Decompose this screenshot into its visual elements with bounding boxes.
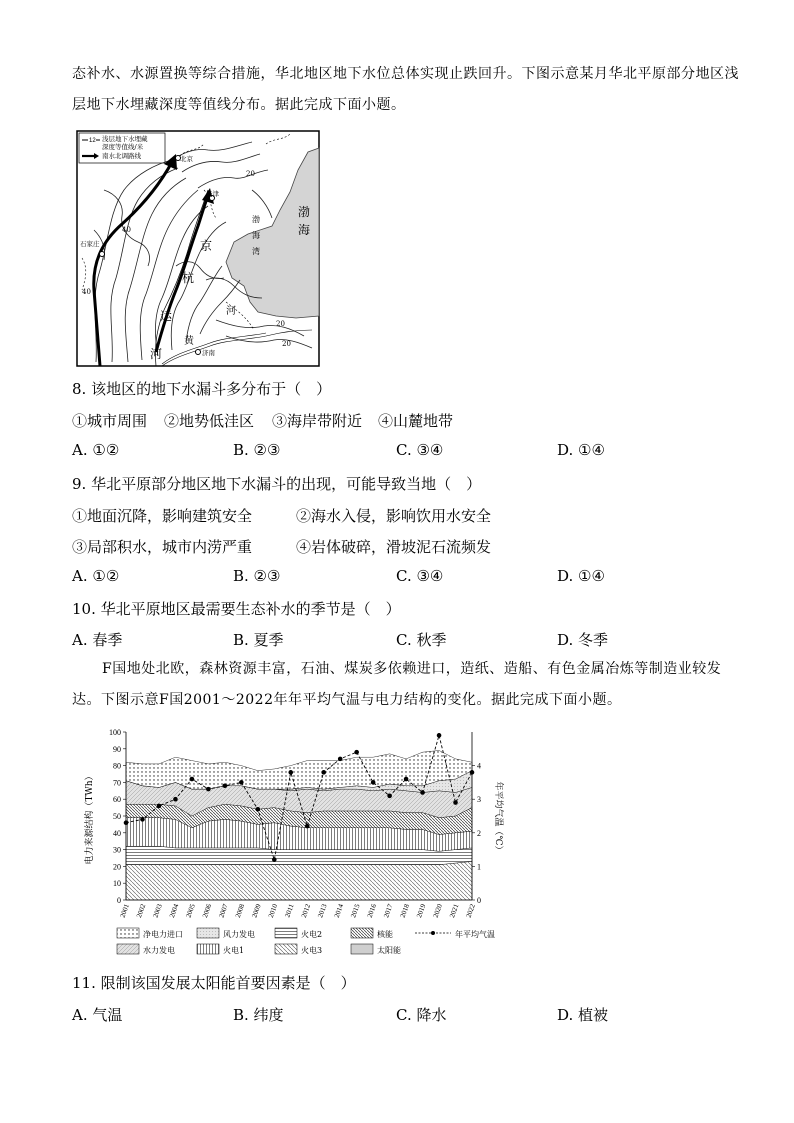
label-bay-1: 渤	[252, 215, 260, 224]
x-tick-label: 2017	[382, 902, 395, 919]
label-sea-1: 渤	[298, 205, 311, 219]
q8-option-c[interactable]: C. ③④	[396, 441, 444, 459]
temperature-point	[437, 733, 442, 738]
y-tick-label: 50	[113, 812, 121, 821]
groundwater-map	[76, 130, 320, 367]
y-tick-label: 60	[113, 795, 121, 805]
q9-option-b[interactable]: B. ②③	[233, 567, 281, 585]
q8-item: ①城市周围	[72, 412, 148, 430]
legend-item	[415, 929, 495, 939]
legend-label: 净电力进口	[143, 930, 183, 939]
label-canal-1: 京	[200, 239, 213, 253]
q11-option-a[interactable]: A. 气温	[72, 1006, 123, 1024]
intro-line: F国地处北欧，森林资源丰富，石油、煤炭多依赖进口，造纸、造船、有色金属冶炼等制造业较发	[102, 661, 722, 677]
q8-item: ③海岸带附近	[272, 412, 363, 430]
y2-axis-label: 年平均气温（℃）	[493, 781, 503, 855]
x-tick-label: 2005	[184, 902, 197, 919]
legend-item	[197, 944, 244, 955]
temperature-point	[206, 787, 211, 792]
intro-line: 达。下图示意F国2001～2022年年平均气温与电力结构的变化。据此完成下面小题。	[72, 692, 622, 708]
label-canal-3: 运	[160, 309, 173, 323]
intro-paragraph-1	[72, 59, 739, 121]
q11-option-d[interactable]: D. 植被	[557, 1006, 609, 1024]
q9-option-a[interactable]: A. ①②	[72, 567, 120, 585]
temperature-point	[157, 804, 162, 809]
question-10-stem: 10. 华北平原地区最需要生态补水的季节是（ ）	[72, 600, 401, 618]
chart-legend	[115, 924, 515, 958]
legend-item	[351, 944, 401, 955]
q8-item: ②地势低洼区	[164, 412, 255, 430]
x-tick-label: 2021	[448, 902, 461, 919]
x-tick-label: 2015	[349, 902, 362, 919]
temperature-point	[470, 770, 475, 775]
label-bay-2: 海	[252, 231, 260, 240]
label-river-2: 河	[226, 306, 236, 317]
x-tick-label: 2001	[118, 902, 131, 919]
q9-item: ④岩体破碎，滑坡泥石流频发	[296, 538, 492, 556]
x-tick-label: 2022	[464, 902, 477, 919]
q11-option-c[interactable]: C. 降水	[396, 1006, 447, 1024]
legend-label: 水力发电	[143, 946, 175, 955]
legend-item	[351, 928, 393, 939]
label-sea-2: 海	[298, 223, 311, 237]
y-tick-label: 20	[113, 862, 121, 872]
contour-label: 40	[82, 288, 91, 296]
x-tick-label: 2004	[168, 902, 181, 919]
label-shijiazhuang: 石家庄	[80, 240, 100, 248]
legend-label: 核能	[377, 930, 393, 939]
x-tick-label: 2006	[200, 902, 214, 919]
label-canal-2: 杭	[182, 271, 195, 285]
temperature-point	[173, 797, 178, 802]
q9-option-d[interactable]: D. ①④	[557, 567, 605, 585]
y-tick-label: 100	[109, 728, 121, 737]
temperature-point	[305, 824, 310, 829]
x-tick-label: 2014	[332, 902, 346, 919]
label-bay-3: 湾	[252, 247, 260, 256]
label-river-1: 黄	[184, 336, 194, 347]
temperature-point	[124, 820, 129, 825]
temperature-point	[272, 857, 277, 862]
contour-label: 20	[276, 320, 285, 328]
x-tick-label: 2008	[233, 902, 247, 919]
x-tick-label: 2012	[299, 902, 313, 919]
y-tick-label: 0	[117, 896, 121, 905]
q8-option-b[interactable]: B. ②③	[233, 441, 281, 459]
label-beijing: 北京	[180, 155, 193, 163]
legend-label: 火电3	[301, 946, 323, 955]
y-tick-label: 10	[113, 879, 121, 889]
temperature-point	[420, 790, 425, 795]
temperature-point	[288, 770, 293, 775]
label-tianjin: 天津	[206, 190, 219, 198]
x-tick-label: 2007	[217, 902, 230, 919]
area-series-vlines-dense	[126, 861, 472, 900]
y2-tick-label: 2	[477, 828, 481, 838]
temperature-point	[354, 750, 359, 755]
q10-option-a[interactable]: A. 春季	[72, 631, 123, 649]
legend-item	[197, 928, 255, 939]
x-tick-label: 2011	[283, 902, 296, 919]
question-9-stem: 9. 华北平原部分地区地下水漏斗的出现，可能导致当地（ ）	[72, 475, 482, 493]
temperature-point	[140, 817, 145, 822]
temperature-point	[223, 783, 228, 788]
x-tick-label: 2002	[135, 902, 148, 919]
q9-item: ①地面沉降，影响建筑安全	[72, 507, 253, 525]
x-tick-label: 2010	[266, 902, 280, 919]
legend-mark: 12	[89, 138, 96, 144]
temperature-point	[387, 794, 392, 799]
intro-line: 态补水、水源置换等综合措施，华北地区地下水位总体实现止跌回升。下图示意某月华北平原部分地区浅	[72, 66, 739, 82]
x-tick-label: 2009	[250, 902, 263, 919]
q8-option-a[interactable]: A. ①②	[72, 441, 120, 459]
question-8-stem: 8. 该地区的地下水漏斗多分布于（ ）	[72, 380, 332, 398]
y-tick-label: 40	[113, 828, 121, 838]
temperature-point	[371, 780, 376, 785]
legend-label: 火电1	[223, 946, 245, 955]
legend-contour-label: 浅层地下水埋藏	[102, 135, 148, 143]
x-tick-label: 2018	[398, 902, 411, 919]
q10-option-b[interactable]: B. 夏季	[233, 631, 284, 649]
contour-label: 20	[282, 340, 291, 348]
q8-option-d[interactable]: D. ①④	[557, 441, 605, 459]
label-canal-4: 河	[150, 347, 163, 361]
x-tick-label: 2019	[415, 902, 428, 919]
temperature-point	[239, 780, 244, 785]
legend-route-label: 南水北调路线	[102, 152, 141, 160]
q11-option-b[interactable]: B. 纬度	[233, 1006, 284, 1024]
intro-line: 层地下水埋藏深度等值线分布。据此完成下面小题。	[72, 97, 406, 113]
legend-item	[275, 928, 322, 939]
intro-paragraph-2	[72, 654, 732, 716]
y2-tick-label: 0	[477, 896, 481, 905]
legend-contour-unit: 深度等值线/米	[102, 143, 144, 151]
y-tick-label: 80	[113, 761, 121, 771]
contour-label: 40	[122, 226, 131, 234]
temperature-point	[453, 800, 458, 805]
temperature-point	[190, 777, 195, 782]
y2-tick-label: 4	[477, 761, 481, 771]
q10-option-d[interactable]: D. 冬季	[557, 631, 609, 649]
temperature-point	[404, 777, 409, 782]
temperature-point	[321, 770, 326, 775]
question-11-stem: 11. 限制该国发展太阳能首要因素是（ ）	[72, 974, 356, 992]
q8-item: ④山麓地带	[378, 412, 454, 430]
x-tick-label: 2020	[431, 902, 444, 919]
x-tick-label: 2016	[365, 902, 379, 919]
q9-item: ③局部积水，城市内涝严重	[72, 538, 253, 556]
area-series-dots	[126, 750, 472, 789]
y-tick-label: 30	[113, 845, 121, 855]
legend-item	[117, 944, 175, 955]
temperature-point	[256, 807, 261, 812]
legend-label: 年平均气温	[455, 930, 495, 939]
y-axis-label: 电力来源结构（TWh）	[85, 771, 95, 865]
legend-item	[117, 928, 183, 939]
x-tick-label: 2003	[151, 902, 164, 919]
y2-tick-label: 3	[477, 795, 481, 805]
contour-label: 20	[246, 170, 255, 178]
q10-option-c[interactable]: C. 秋季	[396, 631, 447, 649]
legend-label: 太阳能	[377, 946, 401, 955]
legend-label: 火电2	[301, 930, 323, 939]
label-jinan: 济南	[202, 349, 215, 357]
legend-item	[275, 944, 322, 955]
y-tick-label: 90	[113, 744, 121, 754]
x-tick-label: 2013	[316, 902, 329, 919]
q9-option-c[interactable]: C. ③④	[396, 567, 444, 585]
y2-tick-label: 1	[477, 862, 481, 872]
q9-item: ②海水入侵，影响饮用水安全	[296, 507, 492, 525]
legend-label: 风力发电	[223, 930, 255, 939]
y-tick-label: 70	[113, 778, 121, 788]
temperature-point	[338, 757, 343, 762]
